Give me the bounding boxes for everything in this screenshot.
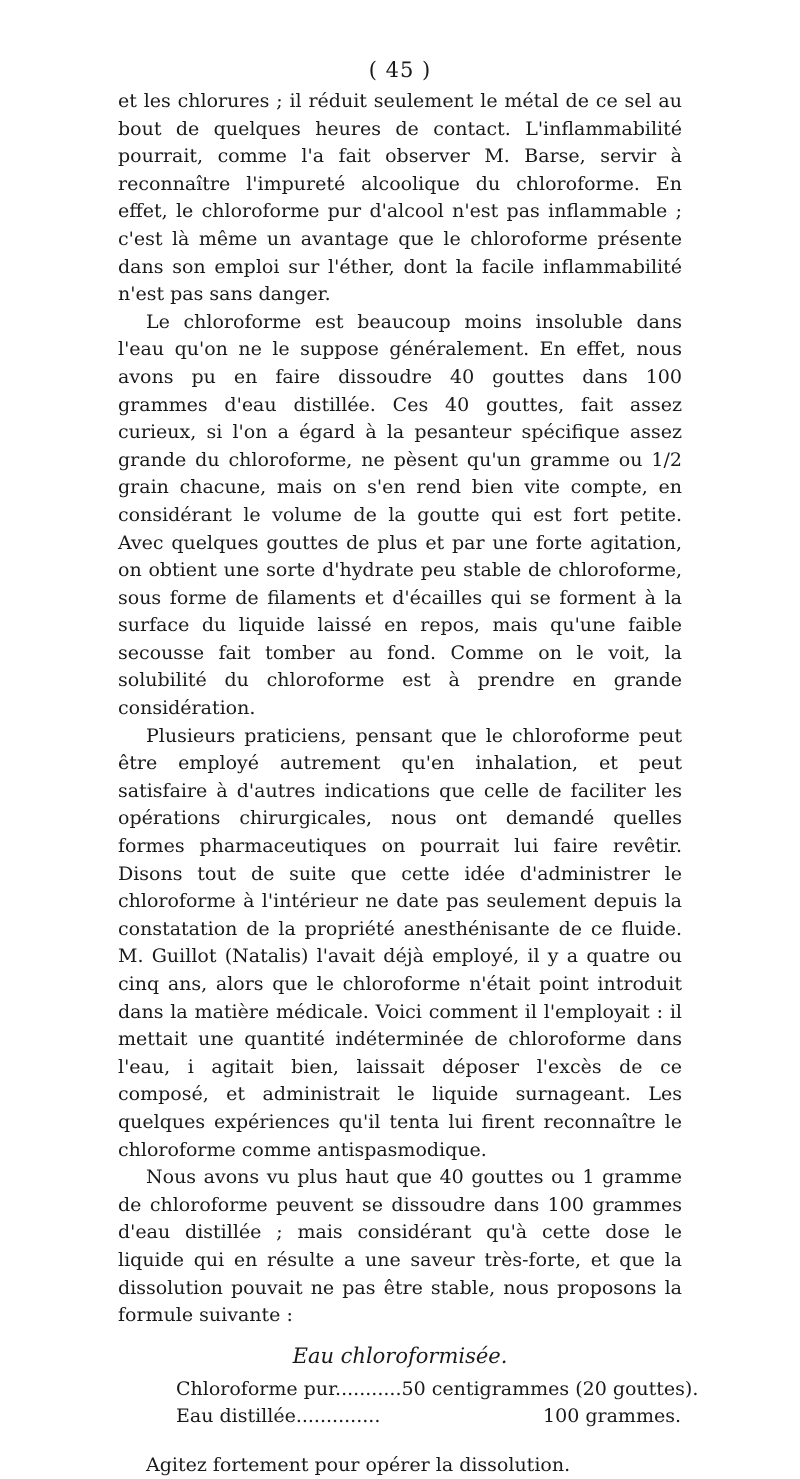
recipe-list: [176, 1376, 699, 1430]
recipe-title: Eau chloroformisée.: [292, 1343, 508, 1368]
closing-instruction: Agitez fortement pour opérer la dissolution.: [146, 1453, 571, 1476]
paragraph-3: Plusieurs praticiens, pensant que le chloroforme peut être employé autrement qu'en inhalation, et peut satisfaire à d'autres indications que celle de faciliter les opérations chirurgicales, nous ont demandé quelles formes pharmaceutiques on pourrait lui faire revêtir. Disons tout de suite que cette idée d'administrer le chloroforme à l'intérieur ne date pas seulement depuis la constatation de la propriété anesthénisante de ce fluide. M. Guillot (Natalis) l'avait déjà employé, il y a quatre ou cinq ans, alors que le chloroforme n'était point introduit dans la matière médicale. Voici comment il l'employait : il mettait une quantité indéterminée de chloroforme dans l'eau, i agitait bien, laissait déposer l'excès de ce composé, et administrait le liquide surnageant. Les quelques expériences qu'il tenta lui firent reconnaître le chloroforme comme antispasmodique.: [118, 724, 682, 1161]
page-number: ( 45 ): [368, 58, 432, 82]
recipe-item-label: Eau distillée..............: [176, 1404, 381, 1427]
recipe-item-amount: 50 centigrammes (20 gouttes).: [401, 1377, 699, 1400]
recipe-item-amount: 100 grammes.: [543, 1404, 681, 1427]
body-text: [118, 88, 682, 1330]
paragraph-1: et les chlorures ; il réduit seulement le métal de ce sel au bout de quelques heures de contact. L'inflammabilité pourrait, comme l'a fait observer M. Barse, servir à reconnaître l'impureté alcoolique du chloroforme. En effet, le chloroforme pur d'alcool n'est pas inflammable ; c'est là même un avantage que le chloroforme présente dans son emploi sur l'éther, dont la facile inflammabilité n'est pas sans danger.: [118, 90, 682, 306]
recipe-item-label: Chloroforme pur...........: [176, 1377, 402, 1400]
recipe-item: [176, 1403, 681, 1430]
paragraph-4: Nous avons vu plus haut que 40 gouttes ou 1 gramme de chloroforme peuvent se dissoudre dans 100 grammes d'eau distillée ; mais considérant qu'à cette dose le liquide qui en résulte a une saveur très-forte, et que la dissolution pouvait ne pas être stable, nous proposons la formule suivante :: [118, 1166, 682, 1327]
paragraph-2: Le chloroforme est beaucoup moins insoluble dans l'eau qu'on ne le suppose généralement. En effet, nous avons pu en faire dissoudre 40 gouttes dans 100 grammes d'eau distillée. Ces 40 gouttes, fait assez curieux, si l'on a égard à la pesanteur spécifique assez grande du chloroforme, ne pèsent qu'un gramme ou 1/2 grain chacune, mais on s'en rend bien vite compte, en considérant le volume de la goutte qui est fort petite. Avec quelques gouttes de plus et par une forte agitation, on obtient une sorte d'hydrate peu stable de chloroforme, sous forme de filaments et d'écailles qui se forment à la surface du liquide laissé en repos, mais qu'une faible secousse fait tomber au fond. Comme on le voit, la solubilité du chloroforme est à prendre en grande considération.: [118, 310, 682, 720]
recipe-item: [176, 1376, 699, 1403]
